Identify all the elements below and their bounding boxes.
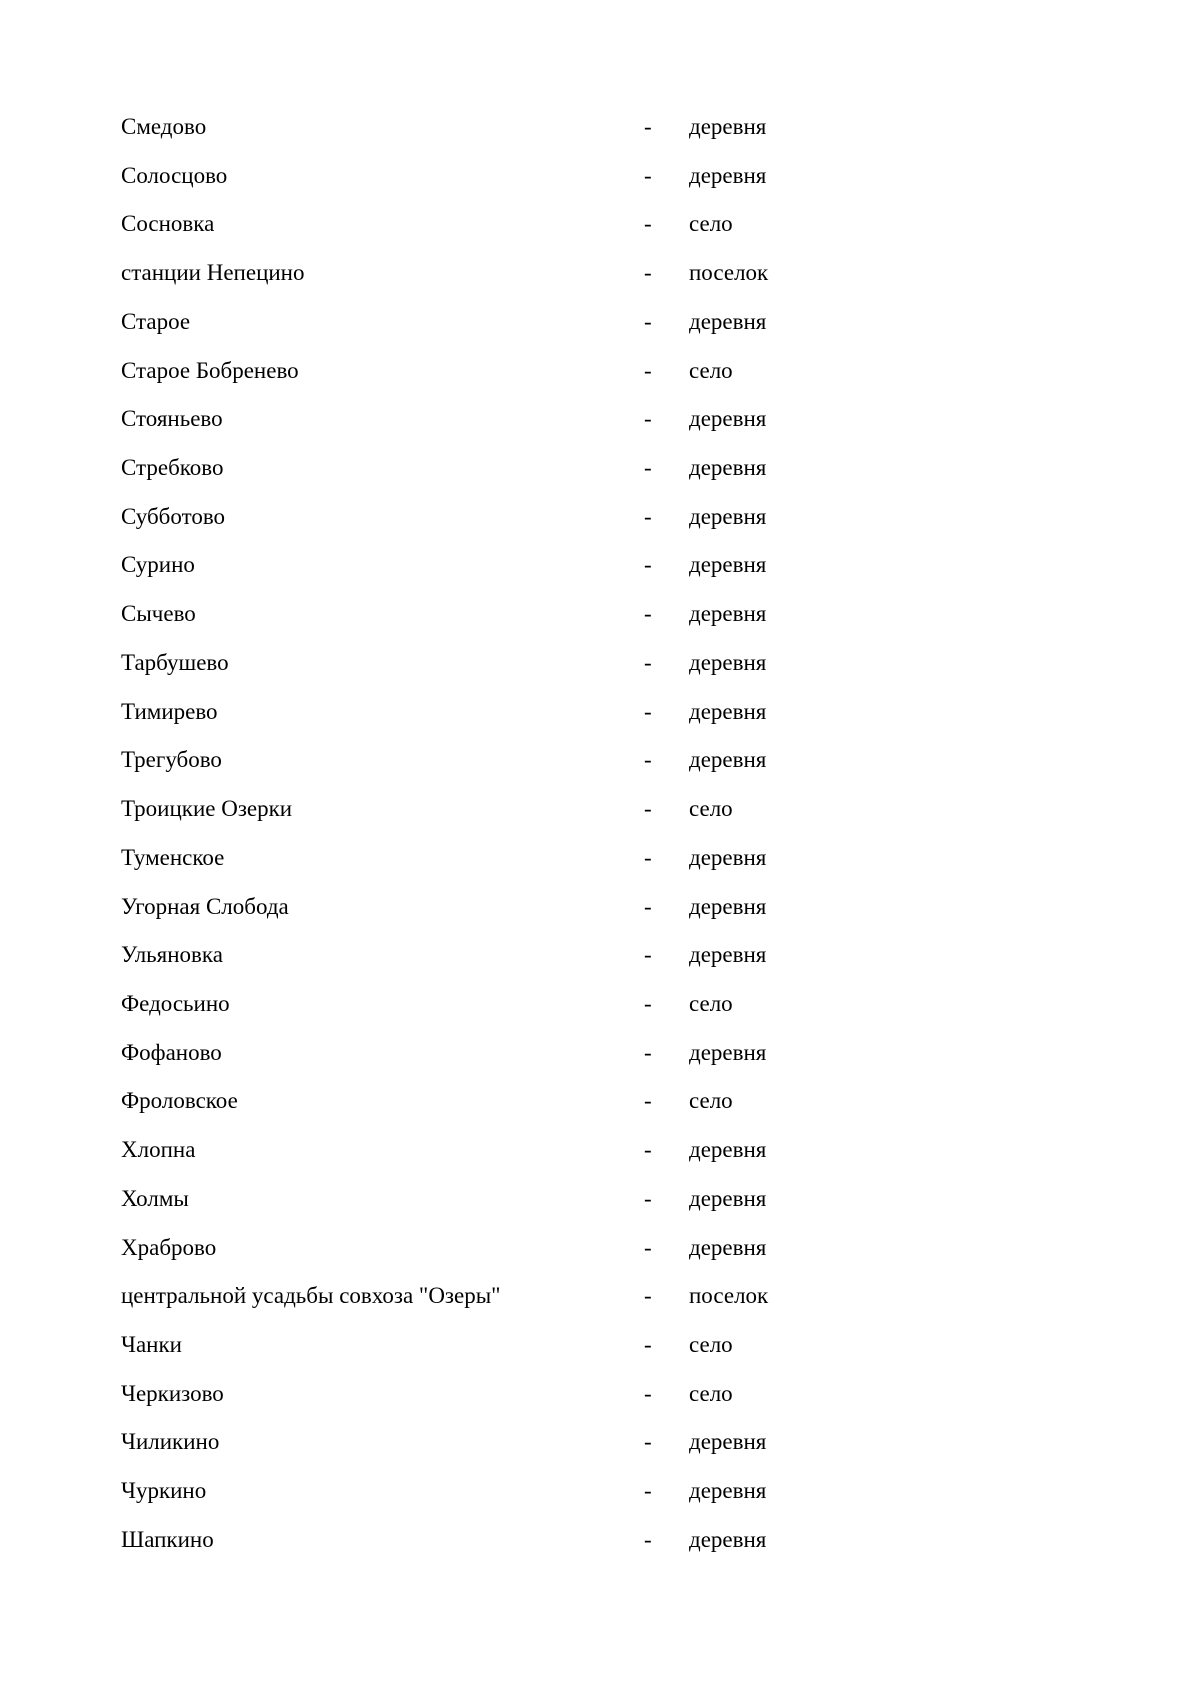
separator-dash: - bbox=[644, 942, 652, 968]
list-item bbox=[0, 298, 1200, 347]
settlement-type: село bbox=[689, 796, 733, 822]
separator-dash: - bbox=[644, 503, 652, 529]
settlement-type: поселок bbox=[689, 1283, 769, 1309]
settlement-type: село bbox=[689, 211, 733, 237]
settlement-name: Храброво bbox=[121, 1234, 217, 1260]
settlement-type: деревня bbox=[689, 552, 767, 578]
separator-dash: - bbox=[644, 1380, 652, 1406]
separator-dash: - bbox=[644, 1331, 652, 1357]
settlement-type: деревня bbox=[689, 747, 767, 773]
list-item bbox=[0, 736, 1200, 785]
separator-dash: - bbox=[644, 796, 652, 822]
list-item bbox=[0, 1224, 1200, 1273]
settlement-type: деревня bbox=[689, 1234, 767, 1260]
settlement-name: Старое Бобренево bbox=[121, 357, 299, 383]
list-item bbox=[0, 590, 1200, 639]
separator-dash: - bbox=[644, 1088, 652, 1114]
settlement-type: деревня bbox=[689, 114, 767, 139]
settlement-type: село bbox=[689, 1331, 733, 1357]
separator-dash: - bbox=[644, 308, 652, 334]
separator-dash: - bbox=[644, 649, 652, 675]
settlement-name: Тимирево bbox=[121, 698, 218, 724]
settlement-type: поселок bbox=[689, 260, 769, 286]
settlement-type: деревня bbox=[689, 162, 767, 188]
list-item bbox=[0, 395, 1200, 444]
separator-dash: - bbox=[644, 211, 652, 237]
list-item bbox=[0, 103, 1200, 152]
settlement-type: деревня bbox=[689, 1526, 767, 1552]
separator-dash: - bbox=[644, 1526, 652, 1552]
settlement-type: деревня bbox=[689, 1429, 767, 1455]
separator-dash: - bbox=[644, 747, 652, 773]
settlement-name: Чанки bbox=[121, 1331, 182, 1357]
separator-dash: - bbox=[644, 844, 652, 870]
settlement-name: Смедово bbox=[121, 114, 207, 139]
list-item bbox=[0, 200, 1200, 249]
settlement-name: Федосьино bbox=[121, 990, 230, 1016]
settlement-type: деревня bbox=[689, 893, 767, 919]
settlement-name: станции Непецино bbox=[121, 260, 305, 286]
settlement-list bbox=[0, 103, 1200, 1565]
settlement-name: Фроловское bbox=[121, 1088, 238, 1114]
list-item bbox=[0, 249, 1200, 298]
settlement-type: деревня bbox=[689, 844, 767, 870]
separator-dash: - bbox=[644, 601, 652, 627]
settlement-name: Фофаново bbox=[121, 1039, 222, 1065]
settlement-name: центральной усадьбы совхоза "Озеры" bbox=[121, 1283, 501, 1309]
separator-dash: - bbox=[644, 893, 652, 919]
list-item bbox=[0, 493, 1200, 542]
settlement-type: деревня bbox=[689, 1039, 767, 1065]
separator-dash: - bbox=[644, 698, 652, 724]
list-item bbox=[0, 444, 1200, 493]
settlement-name: Сурино bbox=[121, 552, 195, 578]
separator-dash: - bbox=[644, 1429, 652, 1455]
list-item bbox=[0, 688, 1200, 737]
separator-dash: - bbox=[644, 1478, 652, 1504]
separator-dash: - bbox=[644, 260, 652, 286]
list-item bbox=[0, 883, 1200, 932]
settlement-name: Шапкино bbox=[121, 1526, 214, 1552]
settlement-type: деревня bbox=[689, 942, 767, 968]
settlement-name: Субботово bbox=[121, 503, 226, 529]
list-item bbox=[0, 834, 1200, 883]
list-item bbox=[0, 1467, 1200, 1516]
settlement-type: деревня bbox=[689, 1137, 767, 1163]
separator-dash: - bbox=[644, 162, 652, 188]
separator-dash: - bbox=[644, 1137, 652, 1163]
separator-dash: - bbox=[644, 990, 652, 1016]
settlement-name: Туменское bbox=[121, 844, 225, 870]
separator-dash: - bbox=[644, 406, 652, 432]
separator-dash: - bbox=[644, 1185, 652, 1211]
settlement-type: село bbox=[689, 357, 733, 383]
settlement-name: Холмы bbox=[121, 1185, 189, 1211]
separator-dash: - bbox=[644, 1234, 652, 1260]
settlement-type: деревня bbox=[689, 698, 767, 724]
separator-dash: - bbox=[644, 552, 652, 578]
settlement-name: Чуркино bbox=[121, 1478, 207, 1504]
settlement-name: Сосновка bbox=[121, 211, 215, 237]
settlement-name: Троицкие Озерки bbox=[121, 796, 293, 822]
list-item bbox=[0, 1516, 1200, 1565]
settlement-type: деревня bbox=[689, 406, 767, 432]
list-item bbox=[0, 152, 1200, 201]
separator-dash: - bbox=[644, 114, 652, 139]
settlement-type: деревня bbox=[689, 503, 767, 529]
settlement-name: Угорная Слобода bbox=[121, 893, 289, 919]
list-item bbox=[0, 1418, 1200, 1467]
list-item bbox=[0, 1175, 1200, 1224]
settlement-type: деревня bbox=[689, 601, 767, 627]
settlement-name: Тарбушево bbox=[121, 649, 229, 675]
list-item bbox=[0, 1370, 1200, 1419]
settlement-type: село bbox=[689, 1088, 733, 1114]
settlement-name: Черкизово bbox=[121, 1380, 224, 1406]
settlement-type: деревня bbox=[689, 1478, 767, 1504]
settlement-type: село bbox=[689, 1380, 733, 1406]
separator-dash: - bbox=[644, 357, 652, 383]
list-item bbox=[0, 1272, 1200, 1321]
settlement-type: деревня bbox=[689, 455, 767, 481]
settlement-name: Стояньево bbox=[121, 406, 223, 432]
settlement-name: Стребково bbox=[121, 455, 224, 481]
list-item bbox=[0, 541, 1200, 590]
settlement-type: деревня bbox=[689, 308, 767, 334]
settlement-name: Старое bbox=[121, 308, 191, 334]
separator-dash: - bbox=[644, 455, 652, 481]
settlement-type: деревня bbox=[689, 649, 767, 675]
list-item bbox=[0, 1077, 1200, 1126]
list-item bbox=[0, 785, 1200, 834]
list-item bbox=[0, 347, 1200, 396]
list-item bbox=[0, 980, 1200, 1029]
list-item bbox=[0, 639, 1200, 688]
settlement-name: Хлопна bbox=[121, 1137, 196, 1163]
settlement-type: село bbox=[689, 990, 733, 1016]
list-item bbox=[0, 1029, 1200, 1078]
settlement-name: Сычево bbox=[121, 601, 196, 627]
settlement-type: деревня bbox=[689, 1185, 767, 1211]
settlement-name: Трегубово bbox=[121, 747, 222, 773]
settlement-name: Ульяновка bbox=[121, 942, 223, 968]
settlement-name: Чиликино bbox=[121, 1429, 220, 1455]
separator-dash: - bbox=[644, 1039, 652, 1065]
list-item bbox=[0, 1126, 1200, 1175]
separator-dash: - bbox=[644, 1283, 652, 1309]
list-item bbox=[0, 1321, 1200, 1370]
list-item bbox=[0, 931, 1200, 980]
settlement-name: Солосцово bbox=[121, 162, 228, 188]
